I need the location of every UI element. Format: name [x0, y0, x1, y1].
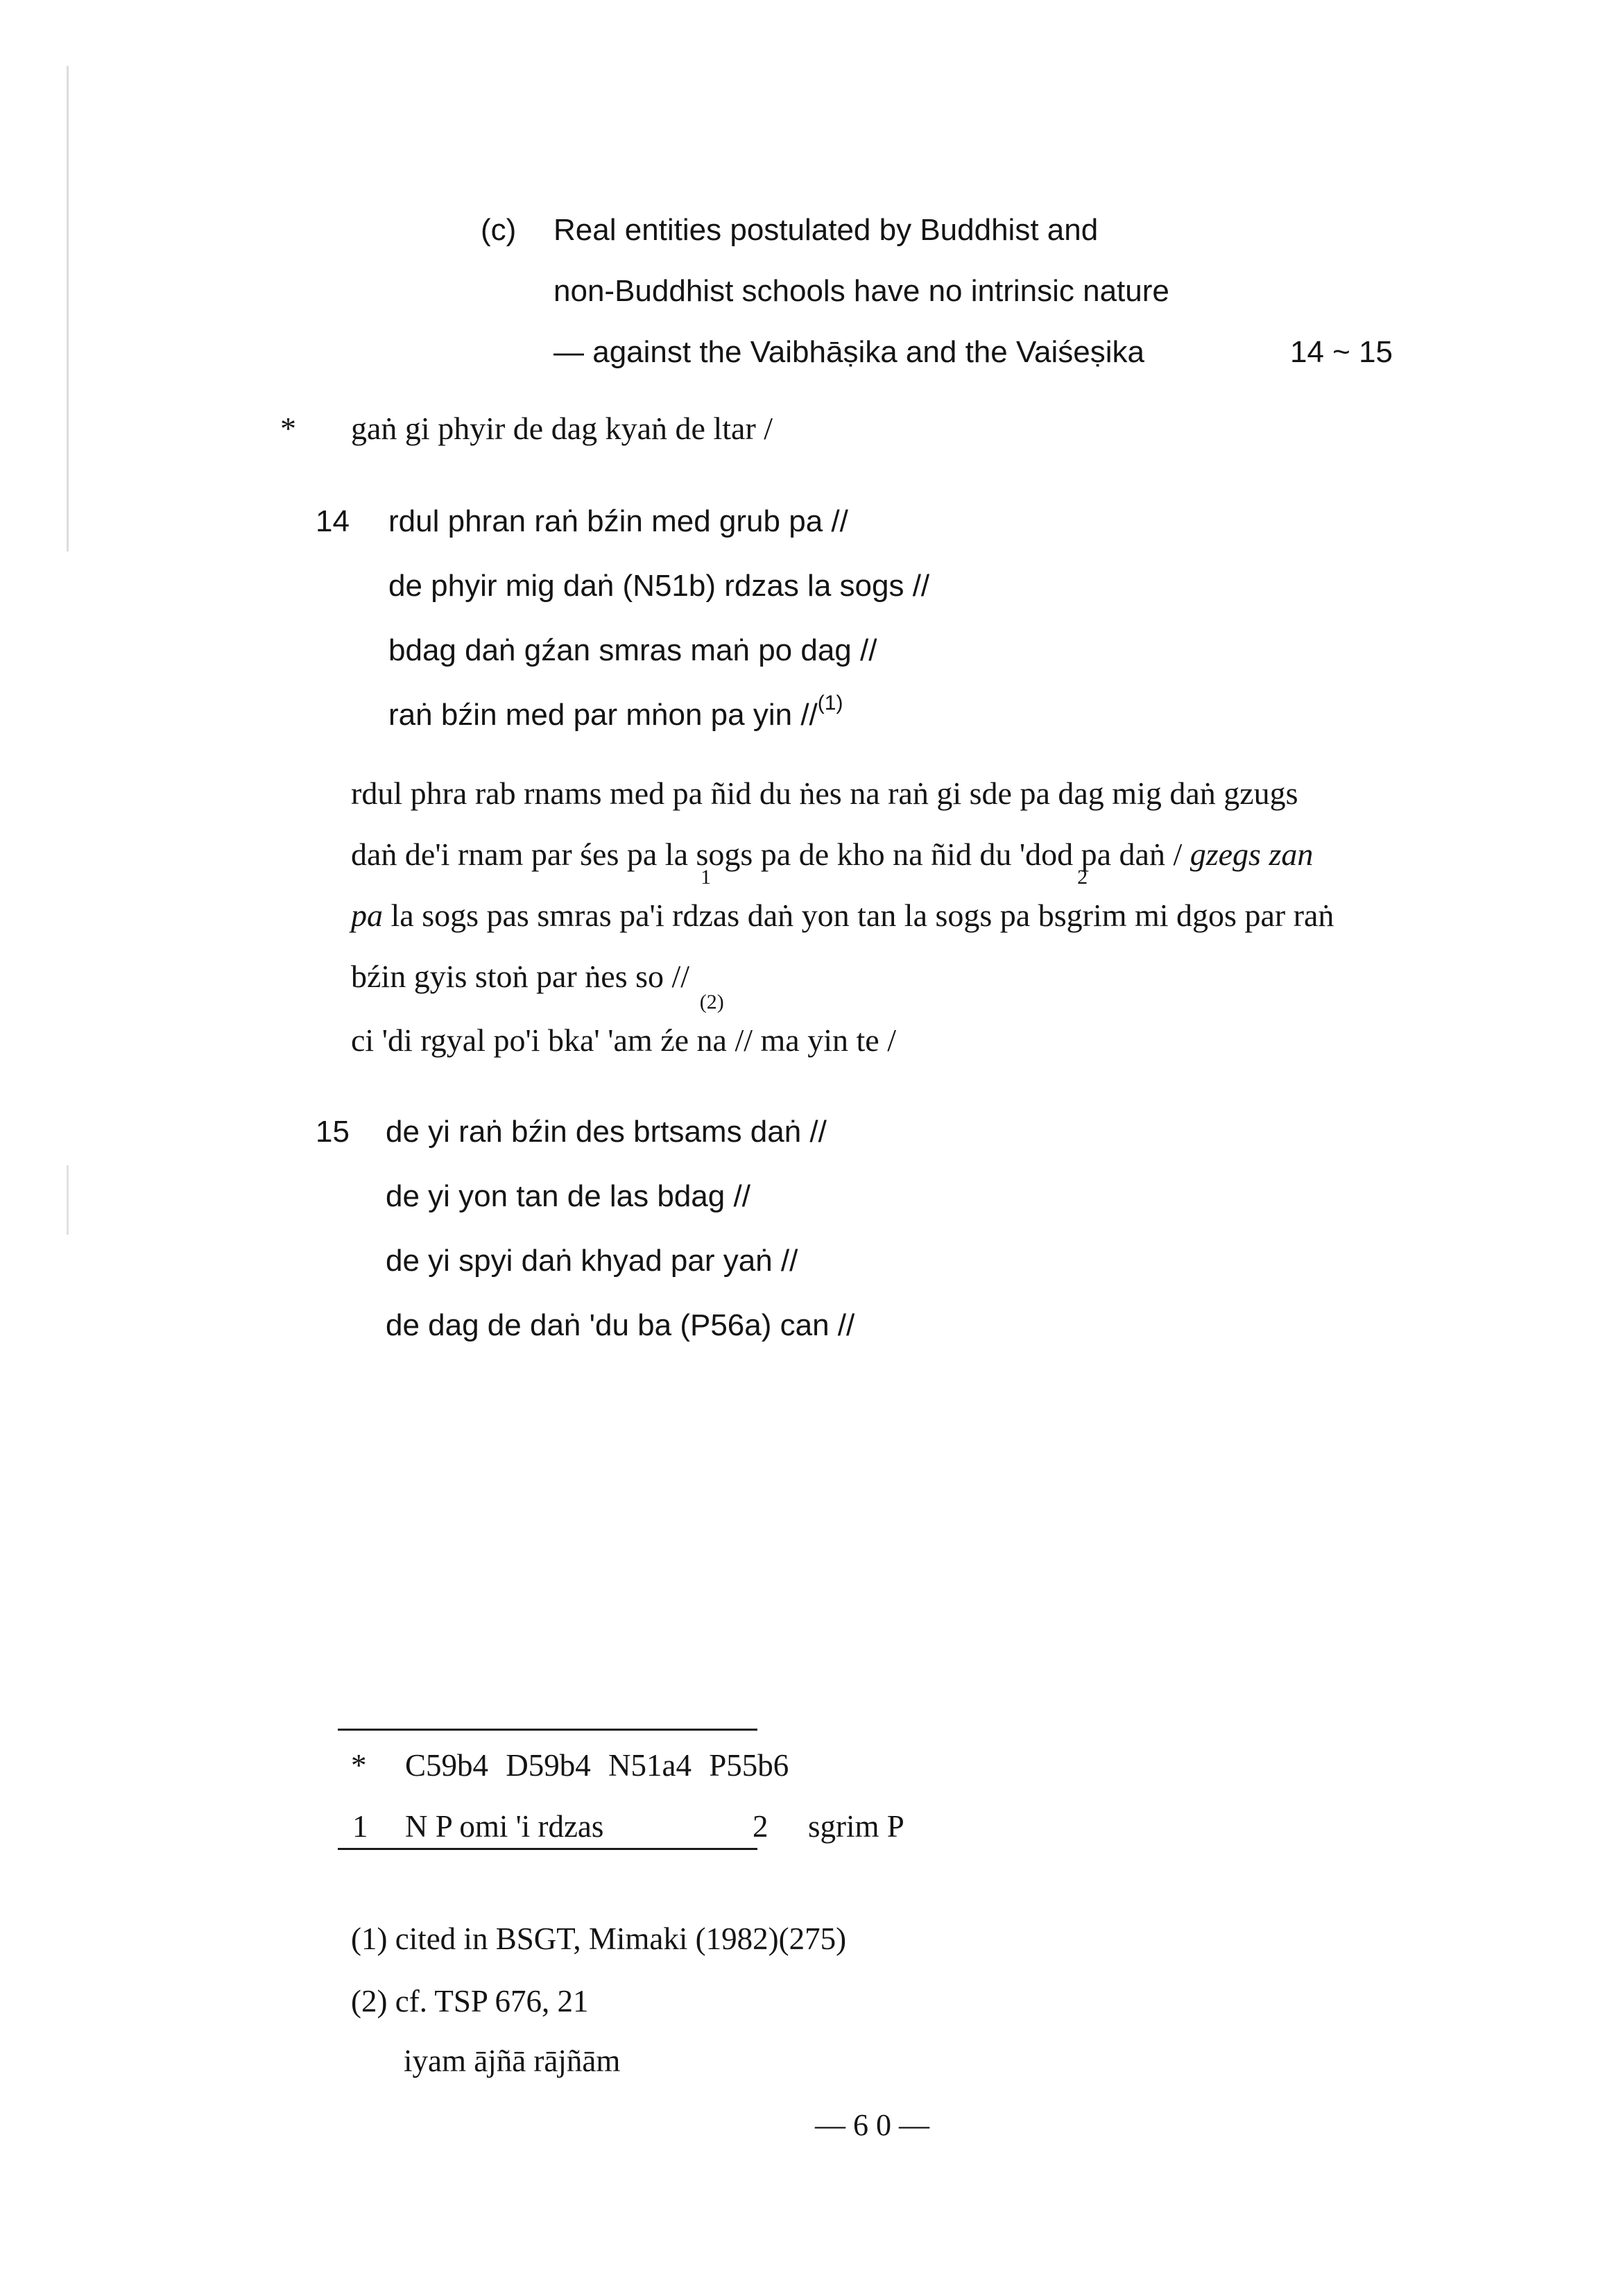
- apparatus-top-rule: [338, 1729, 757, 1731]
- page-number: — 6 0 —: [815, 2108, 929, 2142]
- marked-word: bsgrim: [1038, 898, 1127, 933]
- footnote-2: [351, 1970, 589, 2032]
- apparatus-variant-2-number: 2: [753, 1809, 768, 1844]
- section-title-line: Real entities postulated by Buddhist and: [553, 213, 1099, 247]
- commentary-line: [351, 866, 1334, 946]
- marked-word: na: [696, 1022, 727, 1058]
- verse-line: de phyir mig daṅ (N51b) rdzas la sogs //: [388, 569, 930, 603]
- verse-line: de yi spyi daṅ khyad par yaṅ //: [386, 1244, 798, 1278]
- commentary-text: mi dgos par raṅ: [1126, 898, 1334, 933]
- intro-marker: *: [280, 411, 296, 446]
- variant-marked-word: [1038, 866, 1127, 946]
- commentary-line: rdul phra rab rnams med pa ñid du ṅes na raṅ gi sde pa dag mig daṅ gzugs: [351, 776, 1298, 811]
- note-marked-word: [696, 991, 727, 1071]
- footnote-ref-2: (2): [699, 991, 724, 1013]
- verse-15: [386, 1099, 855, 1357]
- commentary-text: daṅ de'i rnam par śes pa la sogs pa de kho na ñid du 'dod pa daṅ /: [351, 837, 1190, 872]
- commentary-text: ci 'di rgyal po'i bka' 'am źe: [351, 1022, 697, 1058]
- verse-14: [388, 489, 929, 747]
- apparatus-sources: C59b4 D59b4 N51a4 P55b6: [405, 1748, 789, 1783]
- commentary-italic: pa: [351, 898, 383, 933]
- footnote-2-sanskrit: iyam ājñā rājñām: [404, 2044, 621, 2078]
- commentary-text: daṅ yon tan la sogs pa: [739, 898, 1038, 933]
- commentary-line: [351, 824, 1334, 885]
- verse-15-number: 15: [316, 1115, 350, 1149]
- verse-line: rdul phran raṅ bźin med grub pa //: [388, 504, 848, 538]
- variant-mark: 1: [701, 866, 712, 889]
- section-title-line: — against the Vaibhāṣika and the Vaiśeṣika: [553, 335, 1145, 369]
- footnote-text: cf. TSP 676, 21: [395, 1984, 589, 2019]
- apparatus-sources-marker: *: [351, 1748, 367, 1783]
- section-title: [553, 200, 1169, 383]
- variant-mark: 2: [1077, 866, 1088, 889]
- scan-edge-mark: [67, 66, 69, 551]
- verse-14-number: 14: [316, 504, 350, 538]
- verse-line: [388, 683, 929, 747]
- footnote-1: [351, 1908, 846, 1970]
- commentary-text: la sogs pas smras pa'i: [383, 898, 673, 933]
- verse-line: de yi yon tan de las bdag //: [386, 1179, 750, 1213]
- marked-word: rdzas: [672, 898, 740, 933]
- verse-line-text: raṅ bźin med par mṅon pa yin //: [388, 698, 818, 732]
- commentary-line: bźin gyis stoṅ par ṅes so //: [351, 959, 690, 994]
- verse-line: de dag de daṅ 'du ba (P56a) can //: [386, 1308, 855, 1342]
- apparatus-variant-2: sgrim P: [808, 1809, 904, 1844]
- intro-text: gaṅ gi phyir de dag kyaṅ de ltar /: [351, 411, 773, 446]
- variant-marked-word: [672, 866, 740, 946]
- apparatus-variant-1: N P omi 'i rdzas: [405, 1809, 604, 1844]
- verse-line: bdag daṅ gźan smras maṅ po dag //: [388, 633, 877, 667]
- commentary: [351, 763, 1334, 1007]
- apparatus-bottom-rule: [338, 1848, 757, 1850]
- footnote-ref-1: (1): [817, 692, 843, 715]
- verse-range: 14 ~ 15: [1290, 335, 1393, 369]
- scan-edge-mark: [67, 1165, 69, 1235]
- commentary-italic: gzegs zan: [1190, 837, 1314, 872]
- footnote-text: cited in BSGT, Mimaki (1982)(275): [395, 1921, 847, 1956]
- commentary-question: [351, 991, 896, 1071]
- footnote-number: (2): [351, 1984, 388, 2019]
- apparatus-variant-1-number: 1: [352, 1809, 368, 1844]
- section-label: (c): [481, 213, 517, 247]
- commentary-text: // ma yin te /: [726, 1022, 896, 1058]
- verse-line: de yi raṅ bźin des brtsams daṅ //: [386, 1115, 827, 1149]
- section-title-line: non-Buddhist schools have no intrinsic nature: [553, 274, 1169, 308]
- footnote-number: (1): [351, 1921, 388, 1956]
